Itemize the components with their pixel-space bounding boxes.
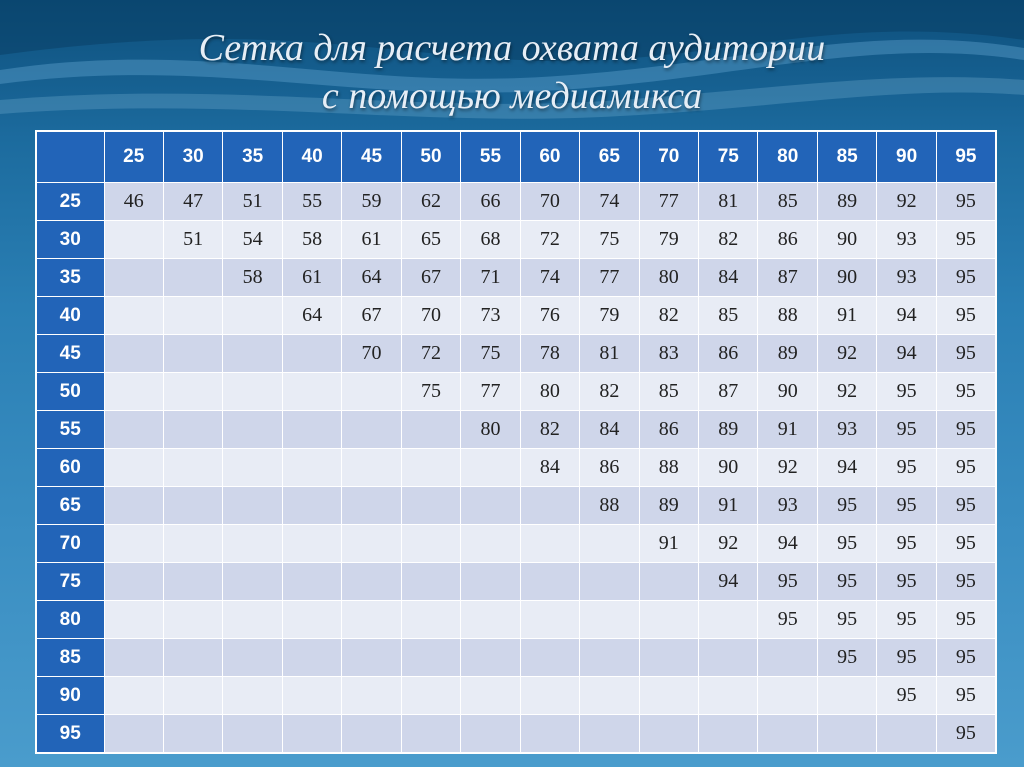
table-cell	[282, 639, 341, 677]
table-cell: 51	[163, 221, 222, 259]
table-cell: 86	[699, 335, 758, 373]
table-cell	[163, 639, 222, 677]
table-cell	[104, 715, 163, 754]
table-cell	[282, 373, 341, 411]
table-cell: 95	[936, 335, 996, 373]
table-cell: 85	[639, 373, 698, 411]
table-cell	[401, 715, 460, 754]
table-cell: 95	[758, 563, 817, 601]
row-header: 60	[36, 449, 104, 487]
table-cell: 95	[877, 677, 936, 715]
table-cell: 94	[699, 563, 758, 601]
table-cell	[342, 715, 401, 754]
table-cell: 95	[936, 601, 996, 639]
slide-title	[0, 24, 1024, 120]
table-cell	[342, 601, 401, 639]
table-cell: 67	[342, 297, 401, 335]
table-cell: 95	[817, 639, 876, 677]
table-cell	[104, 525, 163, 563]
table-cell: 93	[877, 221, 936, 259]
table-cell	[461, 639, 520, 677]
table-cell: 86	[639, 411, 698, 449]
table-cell	[580, 677, 639, 715]
table-cell: 90	[758, 373, 817, 411]
table-cell	[104, 677, 163, 715]
row-header: 65	[36, 487, 104, 525]
table-cell: 95	[936, 373, 996, 411]
table-cell	[580, 639, 639, 677]
table-cell	[163, 601, 222, 639]
table-cell	[223, 411, 282, 449]
table-cell: 91	[699, 487, 758, 525]
table-cell	[401, 677, 460, 715]
table-cell	[104, 335, 163, 373]
table-cell	[580, 715, 639, 754]
table-cell: 94	[817, 449, 876, 487]
column-header: 80	[758, 131, 817, 183]
table-cell: 89	[699, 411, 758, 449]
table-cell	[401, 411, 460, 449]
table-cell: 81	[580, 335, 639, 373]
table-cell: 95	[877, 411, 936, 449]
table-cell	[282, 335, 341, 373]
row-header: 70	[36, 525, 104, 563]
table-cell: 73	[461, 297, 520, 335]
table-cell	[342, 487, 401, 525]
table-cell: 95	[936, 677, 996, 715]
table-cell	[461, 677, 520, 715]
table-cell: 86	[580, 449, 639, 487]
column-header: 85	[817, 131, 876, 183]
row-header: 75	[36, 563, 104, 601]
table-cell	[520, 487, 579, 525]
table-cell	[580, 563, 639, 601]
column-header: 95	[936, 131, 996, 183]
table-cell	[342, 373, 401, 411]
table-cell: 87	[758, 259, 817, 297]
table-cell: 91	[639, 525, 698, 563]
table-cell	[223, 525, 282, 563]
table-cell: 47	[163, 183, 222, 221]
table-cell	[699, 639, 758, 677]
table-cell: 90	[817, 259, 876, 297]
table-cell: 67	[401, 259, 460, 297]
table-cell: 95	[936, 563, 996, 601]
table-cell: 91	[758, 411, 817, 449]
table-cell: 95	[936, 525, 996, 563]
table-cell: 91	[817, 297, 876, 335]
table-cell	[520, 639, 579, 677]
table-cell: 89	[758, 335, 817, 373]
table-row	[36, 335, 996, 373]
row-header: 95	[36, 715, 104, 754]
table-cell: 95	[936, 411, 996, 449]
table-row	[36, 221, 996, 259]
table-cell: 95	[758, 601, 817, 639]
table-cell: 95	[877, 373, 936, 411]
table-cell	[163, 297, 222, 335]
table-cell: 93	[758, 487, 817, 525]
reach-grid-table	[35, 130, 997, 754]
table-row	[36, 715, 996, 754]
table-cell	[401, 487, 460, 525]
table-cell: 88	[639, 449, 698, 487]
table-cell	[817, 677, 876, 715]
table-cell	[104, 297, 163, 335]
table-cell: 90	[699, 449, 758, 487]
table-cell	[401, 525, 460, 563]
table-cell: 95	[936, 715, 996, 754]
table-cell	[342, 639, 401, 677]
table-cell	[223, 335, 282, 373]
table-cell	[163, 525, 222, 563]
table-cell	[223, 677, 282, 715]
row-header: 45	[36, 335, 104, 373]
table-cell: 81	[699, 183, 758, 221]
table-cell	[520, 525, 579, 563]
table-cell	[282, 449, 341, 487]
table-cell	[699, 715, 758, 754]
table-cell	[223, 715, 282, 754]
table-cell	[520, 563, 579, 601]
table-cell	[223, 601, 282, 639]
table-cell: 64	[282, 297, 341, 335]
table-cell	[104, 563, 163, 601]
table-cell	[282, 525, 341, 563]
table-cell: 76	[520, 297, 579, 335]
table-cell: 55	[282, 183, 341, 221]
table-cell: 90	[817, 221, 876, 259]
table-cell	[282, 677, 341, 715]
table-row	[36, 449, 996, 487]
table-cell: 80	[639, 259, 698, 297]
table-cell: 84	[580, 411, 639, 449]
table-row	[36, 525, 996, 563]
row-header: 50	[36, 373, 104, 411]
table-cell: 89	[817, 183, 876, 221]
table-cell	[104, 601, 163, 639]
table-cell: 87	[699, 373, 758, 411]
table-cell	[342, 563, 401, 601]
table-row	[36, 677, 996, 715]
table-cell: 95	[817, 601, 876, 639]
table-cell	[163, 677, 222, 715]
table-cell	[282, 563, 341, 601]
table-cell	[223, 297, 282, 335]
table-cell: 95	[877, 639, 936, 677]
table-row	[36, 259, 996, 297]
table-cell	[461, 449, 520, 487]
table-cell: 85	[699, 297, 758, 335]
table-cell	[223, 487, 282, 525]
table-cell: 79	[580, 297, 639, 335]
table-cell	[282, 411, 341, 449]
header-row	[36, 131, 996, 183]
table-cell: 74	[580, 183, 639, 221]
table-cell: 95	[877, 487, 936, 525]
table-cell	[342, 449, 401, 487]
table-cell: 61	[282, 259, 341, 297]
table-cell	[401, 449, 460, 487]
table-cell: 95	[936, 221, 996, 259]
table-cell	[699, 677, 758, 715]
column-header: 50	[401, 131, 460, 183]
table-cell: 95	[936, 297, 996, 335]
row-header: 90	[36, 677, 104, 715]
table-cell: 70	[342, 335, 401, 373]
table-cell: 65	[401, 221, 460, 259]
table-cell	[223, 449, 282, 487]
table-row	[36, 639, 996, 677]
table-cell: 88	[758, 297, 817, 335]
row-header: 85	[36, 639, 104, 677]
table-row	[36, 411, 996, 449]
table-cell	[342, 525, 401, 563]
table-cell	[639, 601, 698, 639]
table-cell: 95	[817, 487, 876, 525]
table-cell: 72	[520, 221, 579, 259]
table-cell	[163, 259, 222, 297]
column-header: 25	[104, 131, 163, 183]
table-cell	[580, 601, 639, 639]
table-cell	[520, 601, 579, 639]
table-cell: 80	[461, 411, 520, 449]
table-row	[36, 563, 996, 601]
table-cell: 58	[223, 259, 282, 297]
table-cell: 94	[877, 297, 936, 335]
column-header: 75	[699, 131, 758, 183]
table-cell	[282, 487, 341, 525]
table-cell	[104, 411, 163, 449]
table-cell: 66	[461, 183, 520, 221]
table-cell: 77	[461, 373, 520, 411]
table-cell: 95	[877, 449, 936, 487]
table-cell	[104, 373, 163, 411]
table-cell: 70	[401, 297, 460, 335]
table-cell	[104, 487, 163, 525]
table-cell: 95	[936, 487, 996, 525]
table-cell: 74	[520, 259, 579, 297]
table-cell: 88	[580, 487, 639, 525]
title-line-2: с помощью медиамикса	[321, 75, 703, 117]
table-cell: 64	[342, 259, 401, 297]
table-cell	[461, 563, 520, 601]
table-cell	[461, 715, 520, 754]
table-cell: 58	[282, 221, 341, 259]
table-cell: 68	[461, 221, 520, 259]
row-header: 55	[36, 411, 104, 449]
table-cell: 83	[639, 335, 698, 373]
table-cell: 62	[401, 183, 460, 221]
table-row	[36, 487, 996, 525]
table-cell: 82	[580, 373, 639, 411]
column-header: 60	[520, 131, 579, 183]
table-cell: 85	[758, 183, 817, 221]
table-cell: 94	[877, 335, 936, 373]
table-row	[36, 373, 996, 411]
table-cell	[758, 677, 817, 715]
table-cell	[163, 449, 222, 487]
table-cell: 79	[639, 221, 698, 259]
table-cell: 54	[223, 221, 282, 259]
table-cell: 51	[223, 183, 282, 221]
table-cell	[699, 601, 758, 639]
table-cell: 92	[877, 183, 936, 221]
table-cell	[639, 639, 698, 677]
table-cell	[163, 715, 222, 754]
row-header: 80	[36, 601, 104, 639]
table-cell	[639, 563, 698, 601]
table-cell: 75	[461, 335, 520, 373]
table-cell: 95	[877, 601, 936, 639]
table-cell	[163, 335, 222, 373]
table-cell: 86	[758, 221, 817, 259]
table-cell	[461, 601, 520, 639]
table-cell: 84	[520, 449, 579, 487]
table-cell	[401, 601, 460, 639]
table-cell: 84	[699, 259, 758, 297]
column-header: 65	[580, 131, 639, 183]
table-cell	[758, 715, 817, 754]
table-cell	[104, 259, 163, 297]
table-cell	[163, 411, 222, 449]
table-cell	[401, 639, 460, 677]
row-header: 25	[36, 183, 104, 221]
table-cell: 75	[580, 221, 639, 259]
table-cell: 82	[639, 297, 698, 335]
column-header: 40	[282, 131, 341, 183]
row-header: 35	[36, 259, 104, 297]
table-row	[36, 601, 996, 639]
table-cell: 80	[520, 373, 579, 411]
title-line-1: Сетка для расчета охвата аудитории	[198, 27, 826, 69]
table-cell	[639, 715, 698, 754]
table-cell	[163, 487, 222, 525]
table-cell: 95	[877, 525, 936, 563]
table-cell: 92	[817, 335, 876, 373]
column-header: 55	[461, 131, 520, 183]
table-cell: 59	[342, 183, 401, 221]
table-cell	[223, 373, 282, 411]
table-cell	[104, 221, 163, 259]
table-cell: 95	[817, 525, 876, 563]
table-cell: 46	[104, 183, 163, 221]
table-cell	[163, 373, 222, 411]
table-cell: 93	[817, 411, 876, 449]
table-cell	[223, 639, 282, 677]
row-header: 40	[36, 297, 104, 335]
table-cell: 95	[817, 563, 876, 601]
table-cell: 72	[401, 335, 460, 373]
table-cell: 95	[936, 259, 996, 297]
table-cell: 70	[520, 183, 579, 221]
table-cell: 92	[699, 525, 758, 563]
table-cell: 61	[342, 221, 401, 259]
table-cell	[104, 449, 163, 487]
table-cell: 82	[699, 221, 758, 259]
table-cell	[461, 487, 520, 525]
table-cell	[520, 715, 579, 754]
table-cell	[104, 639, 163, 677]
table-cell: 95	[936, 449, 996, 487]
table-cell	[580, 525, 639, 563]
table-cell	[401, 563, 460, 601]
table-cell	[223, 563, 282, 601]
table-cell: 71	[461, 259, 520, 297]
table-cell: 92	[817, 373, 876, 411]
table-cell: 92	[758, 449, 817, 487]
table-cell: 95	[936, 639, 996, 677]
table-cell: 75	[401, 373, 460, 411]
table-cell: 82	[520, 411, 579, 449]
table-cell: 95	[936, 183, 996, 221]
table-row	[36, 183, 996, 221]
table-cell	[877, 715, 936, 754]
table-cell: 94	[758, 525, 817, 563]
table-cell	[342, 411, 401, 449]
row-header: 30	[36, 221, 104, 259]
table-cell	[282, 601, 341, 639]
table-cell: 93	[877, 259, 936, 297]
column-header: 90	[877, 131, 936, 183]
column-header: 35	[223, 131, 282, 183]
table-cell	[163, 563, 222, 601]
table-cell: 89	[639, 487, 698, 525]
table-cell	[520, 677, 579, 715]
column-header: 70	[639, 131, 698, 183]
table-cell	[282, 715, 341, 754]
table-cell	[758, 639, 817, 677]
table-cell	[817, 715, 876, 754]
column-header: 45	[342, 131, 401, 183]
table-cell: 77	[639, 183, 698, 221]
table-cell	[342, 677, 401, 715]
column-header: 30	[163, 131, 222, 183]
table-cell	[639, 677, 698, 715]
table-cell	[461, 525, 520, 563]
table-row	[36, 297, 996, 335]
table-cell: 77	[580, 259, 639, 297]
corner-cell	[36, 131, 104, 183]
table-cell: 95	[877, 563, 936, 601]
table-cell: 78	[520, 335, 579, 373]
